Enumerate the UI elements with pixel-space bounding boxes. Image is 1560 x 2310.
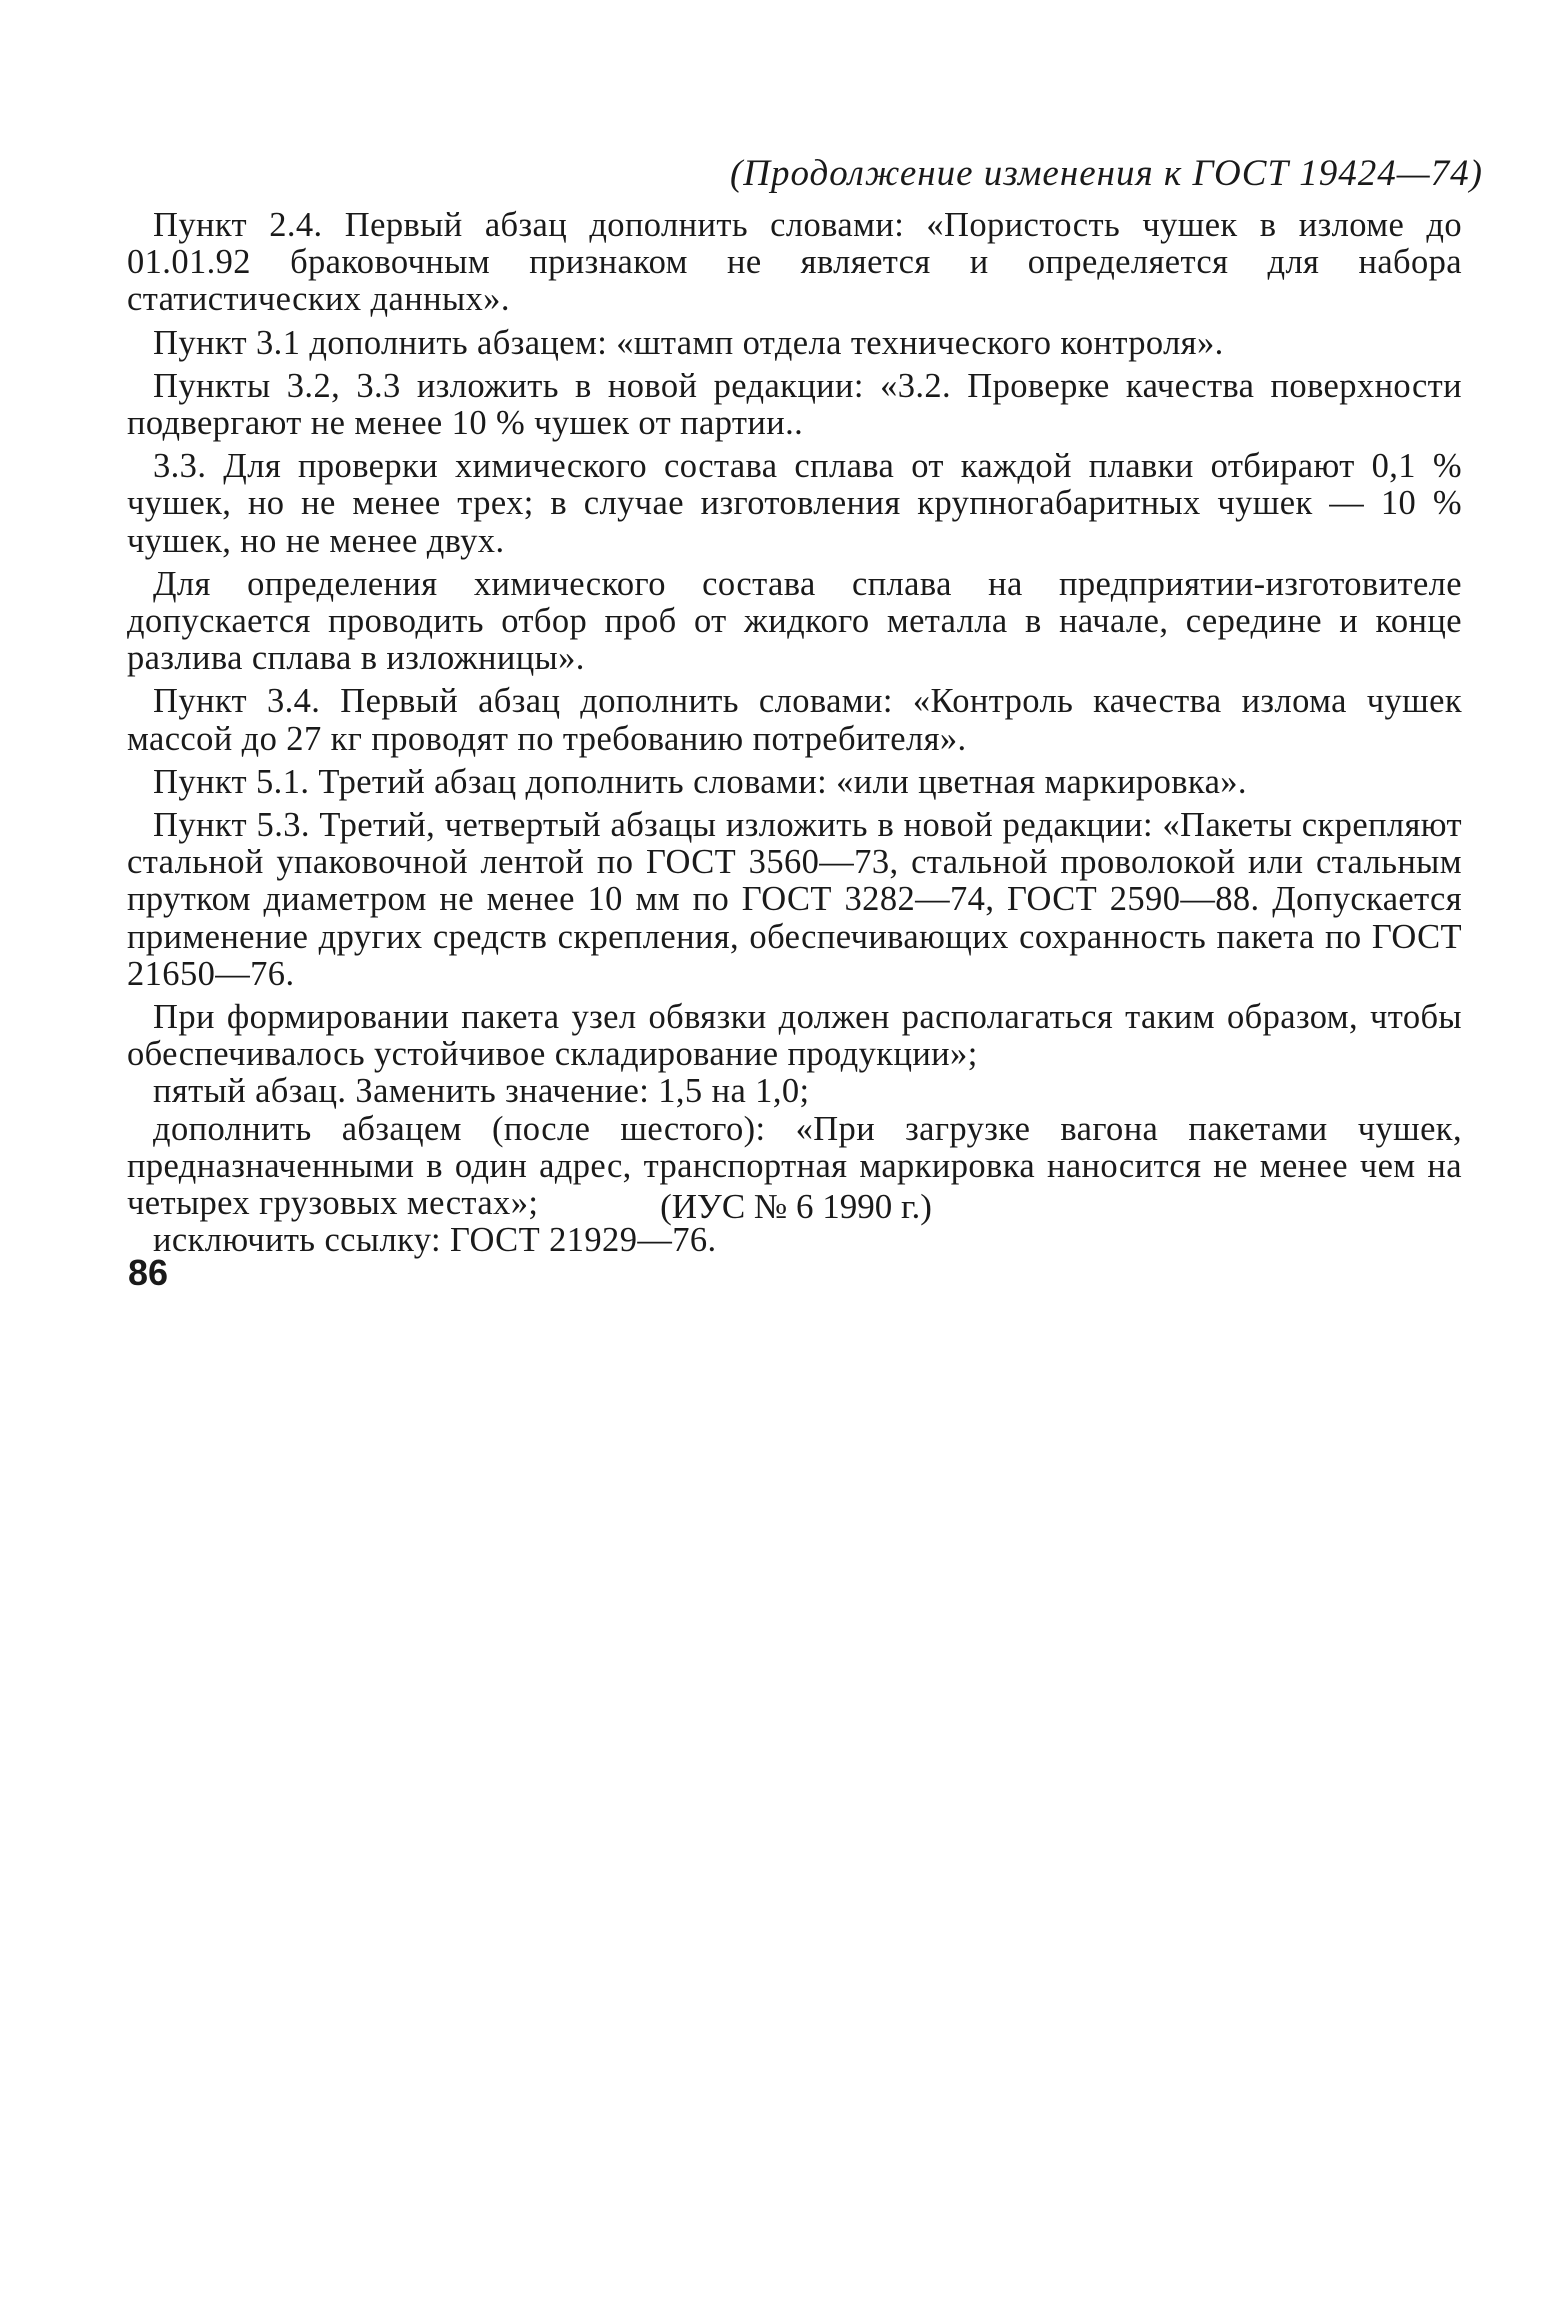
page-number: 86 — [128, 1252, 169, 1293]
paragraph-exclude-reference: исключить ссылку: ГОСТ 21929—76. — [153, 1221, 717, 1260]
paragraph-item-5-3: Пункт 5.3. Третий, четвертый абзацы изложить в новой редакции: «Пакеты скрепляют стальной упаковочной лентой по ГОСТ 3560—73, стальной проволокой или стальным прутком диаметром не менее 10 мм по ГОСТ 3282—74, ГОСТ 2590—88. Допускается применение других средств скрепления, обеспечивающих сохранность пакета по ГОСТ 21650—76. — [127, 806, 1462, 993]
paragraph-item-2-4: Пункт 2.4. Первый абзац дополнить словами: «Пористость чушек в изломе до 01.01.92 браковочным признаком не является и определяется для набора статистических данных». — [127, 206, 1462, 319]
paragraph-chemical-sampling: Для определения химического состава сплава на предприятии-изготовителе допускается проводить отбор проб от жидкого металла в начале, середине и конце разлива сплава в изложницы». — [127, 564, 1462, 678]
paragraph-fifth-paragraph: пятый абзац. Заменить значение: 1,5 на 1,0; — [153, 1072, 810, 1111]
source-reference: (ИУС № 6 1990 г.) — [660, 1187, 932, 1226]
paragraph-3-3-text: 3.3. Для проверки химического состава сплава от каждой плавки отбирают 0,1 % чушек, но не менее трех; в случае изготовления крупногабаритных чушек — 10 % чушек, но не менее двух. — [127, 447, 1462, 560]
paragraph-items-3-2-3-3: Пункты 3.2, 3.3 изложить в новой редакции: «3.2. Проверке качества поверхности подвергают не менее 10 % чушек от партии.. — [127, 366, 1462, 443]
document-body — [127, 207, 1462, 1259]
paragraph-item-3-1: Пункт 3.1 дополнить абзацем: «штамп отдела технического контроля». — [153, 323, 1224, 362]
paragraph-wagon-loading: дополнить абзацем (после шестого): «При загрузке вагона пакетами чушек, предназначенными в один адрес, транспортная маркировка наносится не менее чем на четырех грузовых местах»; — [127, 1109, 1462, 1223]
paragraph-package-forming: При формировании пакета узел обвязки должен располагаться таким образом, чтобы обеспечивалось устойчивое складирование продукции»; — [127, 998, 1462, 1074]
running-header: (Продолжение изменения к ГОСТ 19424—74) — [729, 153, 1483, 194]
paragraph-item-5-1: Пункт 5.1. Третий абзац дополнить словами: «или цветная маркировка». — [153, 762, 1247, 801]
paragraph-item-3-4: Пункт 3.4. Первый абзац дополнить словами: «Контроль качества излома чушек массой до 27 кг проводят по требованию потребителя». — [127, 682, 1462, 758]
